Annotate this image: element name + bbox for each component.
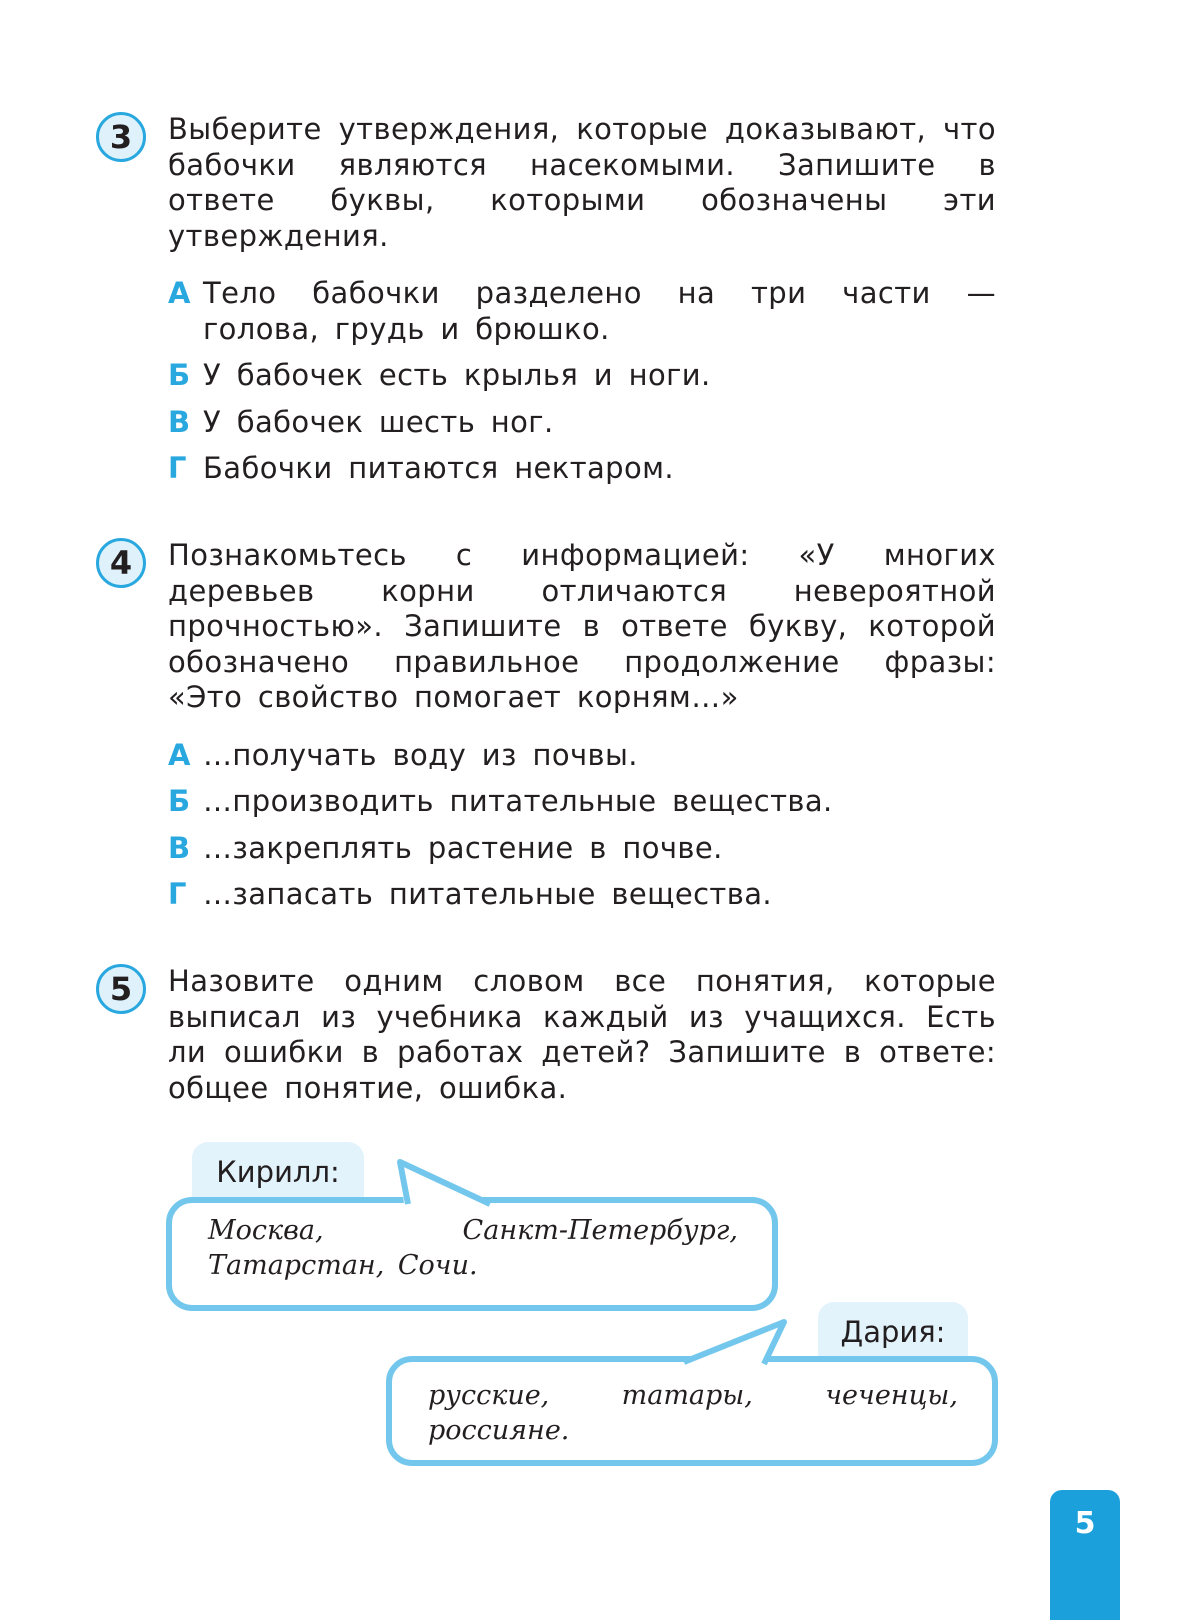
task-5 bbox=[96, 964, 996, 1106]
speaker-name-daria: Дария: bbox=[818, 1302, 968, 1362]
bubble-text: Москва, Санкт-Петербург, Татарстан, Сочи. bbox=[208, 1215, 738, 1281]
task-number-badge: 5 bbox=[96, 964, 146, 1014]
option-b bbox=[168, 358, 996, 394]
task-question: Познакомьтесь с информацией: «У многих деревьев корни отличаются невероятной прочностью». Запишите в ответе букву, которой обозначено правильное продолжение фразы: «Это свойство помогает корням…» bbox=[168, 538, 996, 714]
option-b bbox=[168, 784, 996, 820]
page-number: 5 bbox=[1050, 1490, 1120, 1620]
option-letter: А bbox=[168, 737, 191, 772]
task-question: Выберите утверждения, которые доказывают, что бабочки являются насекомыми. Запишите в ответе буквы, которыми обозначены эти утверждения. bbox=[168, 112, 996, 253]
option-text: Бабочки питаются нектаром. bbox=[203, 451, 675, 485]
option-a bbox=[168, 276, 996, 347]
option-letter: Б bbox=[168, 784, 191, 818]
speech-bubble-tail-kirill bbox=[396, 1158, 516, 1238]
option-v bbox=[168, 831, 996, 867]
task-4 bbox=[96, 538, 996, 924]
option-text: Тело бабочки разделено на три части — голова, грудь и брюшко. bbox=[203, 276, 996, 346]
option-g bbox=[168, 877, 996, 913]
option-letter: Г bbox=[168, 451, 187, 485]
option-text: …производить питательные вещества. bbox=[203, 784, 833, 818]
option-a bbox=[168, 738, 996, 774]
task-number-badge: 3 bbox=[96, 112, 146, 162]
speech-bubble-tail-daria bbox=[680, 1318, 800, 1408]
option-text: …закреплять растение в почве. bbox=[203, 830, 723, 865]
bubble-text: русские, татары, чеченцы, россияне. bbox=[428, 1380, 958, 1446]
answer-options bbox=[168, 738, 996, 913]
option-text: У бабочек шесть ног. bbox=[203, 404, 554, 439]
option-text: У бабочек есть крылья и ноги. bbox=[203, 358, 711, 392]
option-letter: Б bbox=[168, 358, 191, 392]
task-3 bbox=[96, 112, 996, 498]
task-number-badge: 4 bbox=[96, 538, 146, 588]
option-letter: В bbox=[168, 404, 191, 439]
speaker-name-kirill: Кирилл: bbox=[192, 1142, 364, 1202]
task-question: Назовите одним словом все понятия, которые выписал из учебника каждый из учащихся. Есть ли ошибки в работах детей? Запишите в ответе: общее понятие, ошибка. bbox=[168, 964, 996, 1105]
option-letter: В bbox=[168, 830, 191, 865]
option-letter: А bbox=[168, 276, 191, 310]
option-g bbox=[168, 451, 996, 487]
option-text: …запасать питательные вещества. bbox=[203, 877, 772, 911]
option-text: …получать воду из почвы. bbox=[203, 737, 638, 772]
option-v bbox=[168, 405, 996, 441]
option-letter: Г bbox=[168, 877, 187, 911]
answer-options bbox=[168, 276, 996, 487]
